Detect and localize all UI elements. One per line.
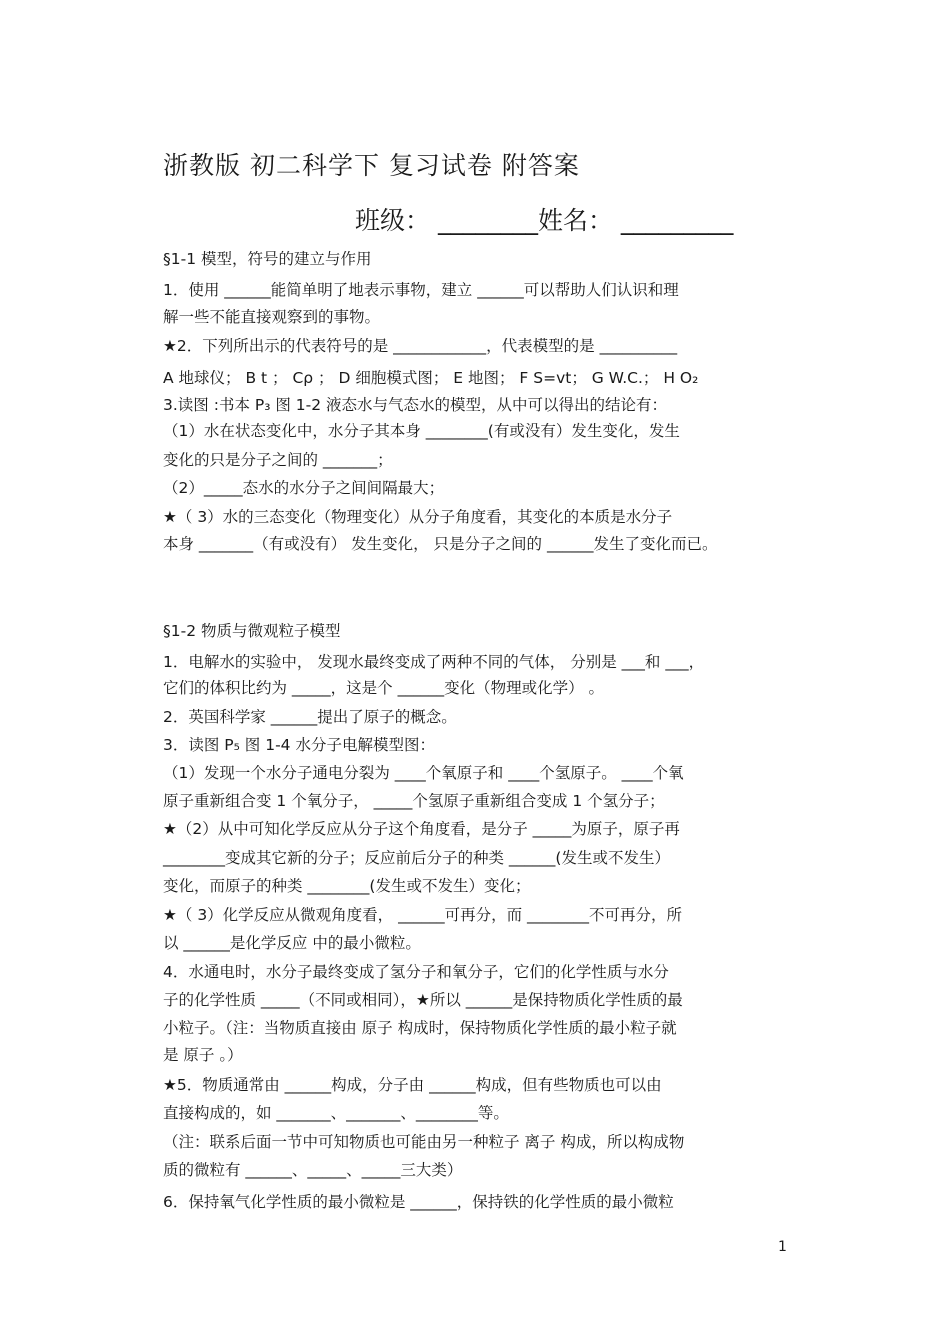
text-line: ★（ 3）化学反应从微观角度看， ______可再分，而 ________不可再分，所 xyxy=(163,906,683,924)
text-line: 3．读图 P₅ 图 1-4 水分子电解模型图： xyxy=(163,736,435,754)
text-line: ★5．物质通常由 ______构成，分子由 ______构成，但有些物质也可以由 xyxy=(163,1076,662,1094)
text-line: ________变成其它新的分子；反应前后分子的种类 ______(发生或不发生） xyxy=(163,849,670,867)
section-1-1-heading: §1-1 模型，符号的建立与作用 xyxy=(163,250,372,268)
text-line: 1．使用 ______能简单明了地表示事物，建立 ______可以帮助人们认识和理 xyxy=(163,281,679,299)
text-line: 子的化学性质 _____（不同或相同），★所以 ______是保持物质化学性质的最 xyxy=(163,991,683,1009)
text-line: （1）水在状态变化中，水分子其本身 ________(有或没有）发生变化，发生 xyxy=(163,422,680,440)
text-line: ★（2）从中可知化学反应从分子这个角度看，是分子 _____为原子，原子再 xyxy=(163,820,680,838)
text-line: 1．电解水的实验中， 发现水最终变成了两种不同的气体， 分别是 ___和 ___， xyxy=(163,653,705,671)
text-line: 原子重新组合变 1 个氧分子， _____个氢原子重新组合变成 1 个氢分子； xyxy=(163,792,665,810)
text-line: （2）_____态水的水分子之间间隔最大； xyxy=(163,479,445,497)
text-line: A 地球仪； B t ； Cρ ； D 细胞模式图； E 地图； F S=vt； G W.C.； H O₂ xyxy=(163,369,699,387)
text-line: 变化的只是分子之间的 _______； xyxy=(163,451,393,469)
text-line: ★（ 3）水的三态变化（物理变化）从分子角度看，其变化的本质是水分子 xyxy=(163,508,673,526)
text-line: 4．水通电时，水分子最终变成了氢分子和氧分子，它们的化学性质与水分 xyxy=(163,963,669,981)
text-line: 3.读图 :书本 P₃ 图 1-2 液态水与气态水的模型，从中可以得出的结论有： xyxy=(163,396,668,414)
text-line: 它们的体积比约为 _____，这是个 ______变化（物理或化学） 。 xyxy=(163,679,605,697)
text-line: 质的微粒有 ______、_____、_____三大类） xyxy=(163,1161,463,1179)
document-title: 浙教版 初二科学下 复习试卷 附答案 xyxy=(163,151,580,180)
text-line: 变化，而原子的种类 ________(发生或不发生）变化； xyxy=(163,877,531,895)
text-line: 小粒子。（注：当物质直接由 原子 构成时，保持物质化学性质的最小粒子就 xyxy=(163,1019,677,1037)
text-line: 6．保持氧气化学性质的最小微粒是 ______，保持铁的化学性质的最小微粒 xyxy=(163,1193,674,1211)
page-number: 1 xyxy=(778,1239,787,1255)
section-1-2-heading: §1-2 物质与微观粒子模型 xyxy=(163,622,341,640)
text-line: 以 ______是化学反应 中的最小微粒。 xyxy=(163,934,421,952)
text-line: 2．英国科学家 ______提出了原子的概念。 xyxy=(163,708,457,726)
text-line: 解一些不能直接观察到的事物。 xyxy=(163,308,381,326)
text-line: ★2．下列所出示的代表符号的是 ____________，代表模型的是 __________ xyxy=(163,337,678,355)
text-line: （1）发现一个水分子通电分裂为 ____个氧原子和 ____个氢原子。 ____个氧 xyxy=(163,764,684,782)
text-line: （注：联系后面一节中可知物质也可能由另一种粒子 离子 构成，所以构成物 xyxy=(163,1133,685,1151)
text-line: 本身 _______（有或没有） 发生变化， 只是分子之间的 ______发生了变化而已。 xyxy=(163,535,718,553)
text-line: 是 原子 。） xyxy=(163,1046,243,1064)
text-line: 直接构成的，如 _______、_______、________等。 xyxy=(163,1104,509,1122)
class-name-line: 班级： ________姓名： _________ xyxy=(355,206,734,235)
